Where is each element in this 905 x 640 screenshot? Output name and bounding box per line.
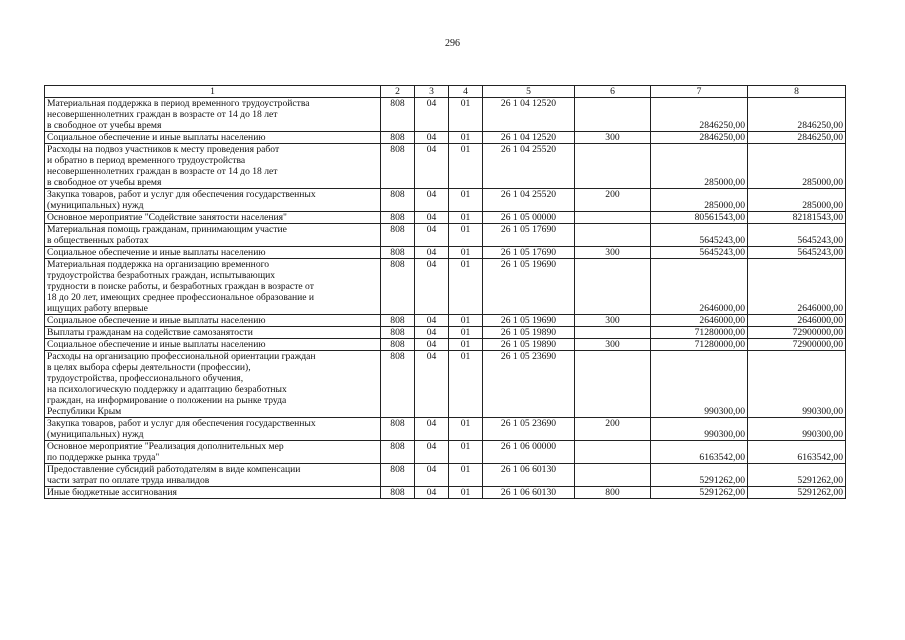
section-code-cell: 04	[415, 315, 449, 327]
table-row	[45, 464, 846, 487]
subsection-code-cell: 01	[449, 144, 483, 189]
amount-year-1-cell: 285000,00	[651, 189, 748, 212]
expense-name-cell: Материальная поддержка на организацию временного трудоустройства безработных граждан, испытывающих трудности в поиске работы, и безработных граждан в возрасте от 18 до 20 лет, имеющих среднее профессиональное образование и ищущих работу впервые	[45, 259, 381, 315]
subsection-code-cell: 01	[449, 247, 483, 259]
table-row	[45, 327, 846, 339]
expense-name-cell: Социальное обеспечение и иные выплаты населению	[45, 339, 381, 351]
expense-type-cell	[575, 98, 651, 132]
amount-year-1-cell: 5645243,00	[651, 247, 748, 259]
expense-name-cell: Социальное обеспечение и иные выплаты населению	[45, 132, 381, 144]
subsection-code-cell: 01	[449, 418, 483, 441]
table-row	[45, 212, 846, 224]
target-article-cell: 26 1 05 23690	[483, 418, 575, 441]
expense-type-cell	[575, 144, 651, 189]
expense-name-cell: Социальное обеспечение и иные выплаты населению	[45, 315, 381, 327]
target-article-cell: 26 1 04 12520	[483, 132, 575, 144]
budget-table	[44, 85, 846, 499]
amount-year-1-cell: 990300,00	[651, 351, 748, 418]
expense-type-cell	[575, 212, 651, 224]
target-article-cell: 26 1 04 12520	[483, 98, 575, 132]
amount-year-2-cell: 72900000,00	[748, 327, 846, 339]
section-code-cell: 04	[415, 339, 449, 351]
amount-year-2-cell: 5645243,00	[748, 224, 846, 247]
expense-type-cell: 200	[575, 418, 651, 441]
section-code-cell: 04	[415, 351, 449, 418]
expense-type-cell: 300	[575, 315, 651, 327]
target-article-cell: 26 1 05 19890	[483, 339, 575, 351]
amount-year-1-cell: 5291262,00	[651, 464, 748, 487]
amount-year-2-cell: 5291262,00	[748, 464, 846, 487]
expense-type-cell: 300	[575, 339, 651, 351]
table-row	[45, 224, 846, 247]
expense-type-cell	[575, 351, 651, 418]
table-row	[45, 259, 846, 315]
subsection-code-cell: 01	[449, 224, 483, 247]
amount-year-2-cell: 990300,00	[748, 351, 846, 418]
expense-type-cell	[575, 224, 651, 247]
amount-year-2-cell: 6163542,00	[748, 441, 846, 464]
amount-year-2-cell: 5645243,00	[748, 247, 846, 259]
ministry-code-cell: 808	[381, 259, 415, 315]
table-row	[45, 247, 846, 259]
expense-name-cell: Расходы на подвоз участников к месту проведения работ и обратно в период временного трудоустройства несовершеннолетних граждан в возрасте от 14 до 18 лет в свободное от учебы время	[45, 144, 381, 189]
subsection-code-cell: 01	[449, 315, 483, 327]
expense-name-cell: Расходы на организацию профессиональной ориентации граждан в целях выбора сферы деятельности (профессии), трудоустройства, профессионального обучения, на психологическую поддержку и адаптацию безработных граждан, на информирование о положении на рынке труда Республики Крым	[45, 351, 381, 418]
expense-type-cell: 300	[575, 132, 651, 144]
expense-type-cell	[575, 464, 651, 487]
header-row	[45, 86, 846, 98]
expense-type-cell	[575, 327, 651, 339]
expense-name-cell: Выплаты гражданам на содействие самозанятости	[45, 327, 381, 339]
expense-name-cell: Основное мероприятие "Содействие занятости населения"	[45, 212, 381, 224]
amount-year-2-cell: 285000,00	[748, 189, 846, 212]
expense-name-cell: Основное мероприятие "Реализация дополнительных мер по поддержке рынка труда"	[45, 441, 381, 464]
amount-year-1-cell: 285000,00	[651, 144, 748, 189]
table-row	[45, 98, 846, 132]
table-row	[45, 351, 846, 418]
section-code-cell: 04	[415, 189, 449, 212]
subsection-code-cell: 01	[449, 259, 483, 315]
table-row	[45, 132, 846, 144]
section-code-cell: 04	[415, 224, 449, 247]
ministry-code-cell: 808	[381, 487, 415, 499]
target-article-cell: 26 1 05 19890	[483, 327, 575, 339]
table-row	[45, 487, 846, 499]
amount-year-1-cell: 71280000,00	[651, 339, 748, 351]
page-number: 296	[445, 38, 460, 49]
column-header: 2	[381, 86, 415, 98]
column-header: 6	[575, 86, 651, 98]
subsection-code-cell: 01	[449, 98, 483, 132]
ministry-code-cell: 808	[381, 327, 415, 339]
subsection-code-cell: 01	[449, 189, 483, 212]
ministry-code-cell: 808	[381, 315, 415, 327]
section-code-cell: 04	[415, 487, 449, 499]
target-article-cell: 26 1 06 60130	[483, 487, 575, 499]
target-article-cell: 26 1 05 19690	[483, 259, 575, 315]
subsection-code-cell: 01	[449, 351, 483, 418]
ministry-code-cell: 808	[381, 464, 415, 487]
ministry-code-cell: 808	[381, 339, 415, 351]
ministry-code-cell: 808	[381, 144, 415, 189]
subsection-code-cell: 01	[449, 464, 483, 487]
expense-name-cell: Социальное обеспечение и иные выплаты населению	[45, 247, 381, 259]
amount-year-1-cell: 990300,00	[651, 418, 748, 441]
target-article-cell: 26 1 05 17690	[483, 224, 575, 247]
column-header: 7	[651, 86, 748, 98]
subsection-code-cell: 01	[449, 441, 483, 464]
section-code-cell: 04	[415, 212, 449, 224]
section-code-cell: 04	[415, 144, 449, 189]
amount-year-1-cell: 5645243,00	[651, 224, 748, 247]
expense-type-cell: 800	[575, 487, 651, 499]
section-code-cell: 04	[415, 132, 449, 144]
ministry-code-cell: 808	[381, 212, 415, 224]
target-article-cell: 26 1 06 60130	[483, 464, 575, 487]
amount-year-1-cell: 2846250,00	[651, 132, 748, 144]
table-row	[45, 418, 846, 441]
amount-year-1-cell: 2646000,00	[651, 315, 748, 327]
amount-year-2-cell: 2646000,00	[748, 315, 846, 327]
amount-year-2-cell: 72900000,00	[748, 339, 846, 351]
amount-year-2-cell: 82181543,00	[748, 212, 846, 224]
expense-type-cell: 300	[575, 247, 651, 259]
subsection-code-cell: 01	[449, 487, 483, 499]
amount-year-1-cell: 2846250,00	[651, 98, 748, 132]
ministry-code-cell: 808	[381, 98, 415, 132]
amount-year-1-cell: 5291262,00	[651, 487, 748, 499]
section-code-cell: 04	[415, 327, 449, 339]
ministry-code-cell: 808	[381, 441, 415, 464]
subsection-code-cell: 01	[449, 339, 483, 351]
amount-year-2-cell: 2846250,00	[748, 132, 846, 144]
section-code-cell: 04	[415, 247, 449, 259]
amount-year-1-cell: 80561543,00	[651, 212, 748, 224]
amount-year-2-cell: 2846250,00	[748, 98, 846, 132]
ministry-code-cell: 808	[381, 351, 415, 418]
table-row	[45, 339, 846, 351]
expense-name-cell: Материальная поддержка в период временного трудоустройства несовершеннолетних граждан в возрасте от 14 до 18 лет в свободное от учебы время	[45, 98, 381, 132]
column-header: 5	[483, 86, 575, 98]
expense-name-cell: Иные бюджетные ассигнования	[45, 487, 381, 499]
ministry-code-cell: 808	[381, 132, 415, 144]
expense-name-cell: Предоставление субсидий работодателям в виде компенсации части затрат по оплате труда инвалидов	[45, 464, 381, 487]
section-code-cell: 04	[415, 259, 449, 315]
ministry-code-cell: 808	[381, 189, 415, 212]
table-row	[45, 189, 846, 212]
expense-type-cell	[575, 259, 651, 315]
amount-year-1-cell: 6163542,00	[651, 441, 748, 464]
expense-name-cell: Закупка товаров, работ и услуг для обеспечения государственных (муниципальных) нужд	[45, 418, 381, 441]
amount-year-1-cell: 71280000,00	[651, 327, 748, 339]
subsection-code-cell: 01	[449, 132, 483, 144]
target-article-cell: 26 1 04 25520	[483, 189, 575, 212]
column-header: 4	[449, 86, 483, 98]
amount-year-1-cell: 2646000,00	[651, 259, 748, 315]
amount-year-2-cell: 285000,00	[748, 144, 846, 189]
expense-type-cell	[575, 441, 651, 464]
target-article-cell: 26 1 05 17690	[483, 247, 575, 259]
section-code-cell: 04	[415, 418, 449, 441]
section-code-cell: 04	[415, 464, 449, 487]
amount-year-2-cell: 5291262,00	[748, 487, 846, 499]
section-code-cell: 04	[415, 98, 449, 132]
table-row	[45, 315, 846, 327]
subsection-code-cell: 01	[449, 327, 483, 339]
expense-name-cell: Закупка товаров, работ и услуг для обеспечения государственных (муниципальных) нужд	[45, 189, 381, 212]
column-header: 3	[415, 86, 449, 98]
section-code-cell: 04	[415, 441, 449, 464]
subsection-code-cell: 01	[449, 212, 483, 224]
ministry-code-cell: 808	[381, 247, 415, 259]
column-header: 8	[748, 86, 846, 98]
table-row	[45, 144, 846, 189]
column-header: 1	[45, 86, 381, 98]
target-article-cell: 26 1 06 00000	[483, 441, 575, 464]
target-article-cell: 26 1 04 25520	[483, 144, 575, 189]
target-article-cell: 26 1 05 23690	[483, 351, 575, 418]
table-row	[45, 441, 846, 464]
target-article-cell: 26 1 05 19690	[483, 315, 575, 327]
ministry-code-cell: 808	[381, 418, 415, 441]
ministry-code-cell: 808	[381, 224, 415, 247]
expense-type-cell: 200	[575, 189, 651, 212]
target-article-cell: 26 1 05 00000	[483, 212, 575, 224]
amount-year-2-cell: 2646000,00	[748, 259, 846, 315]
expense-name-cell: Материальная помощь гражданам, принимающим участие в общественных работах	[45, 224, 381, 247]
amount-year-2-cell: 990300,00	[748, 418, 846, 441]
